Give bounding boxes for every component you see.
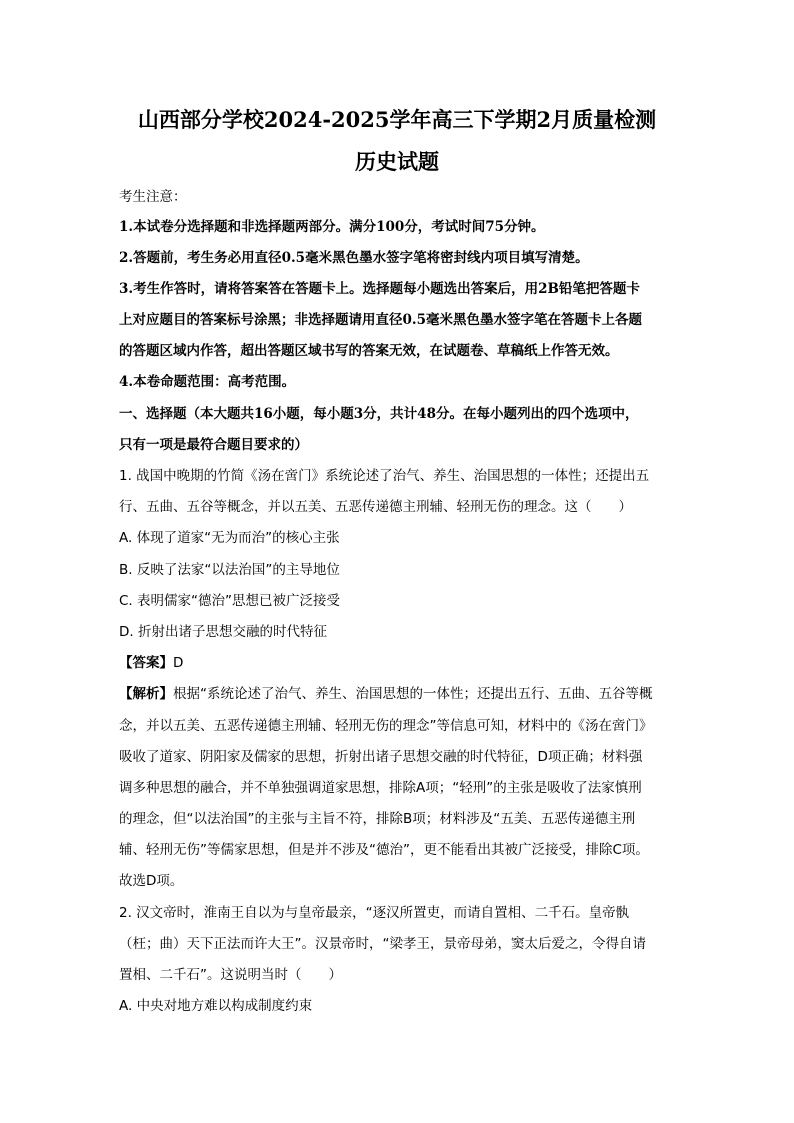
question-2-stem-line-2: （枉；曲）天下正法而许大王”。汉景帝时，“梁孝王，景帝母弟，窦太后爱之，令得自请	[119, 936, 646, 952]
notice-item-3-line-1: 3.考生作答时，请将答案答在答题卡上。选择题每小题选出答案后，用2B铅笔把答题卡	[119, 281, 640, 297]
notice-item-2: 2.答题前，考生务必用直径0.5毫米黑色墨水签字笔将密封线内项目填写清楚。	[119, 250, 589, 266]
section-heading-line-1: 一、选择题（本大题共16小题，每小题3分，共计48分。在每小题列出的四个选项中，	[119, 406, 639, 422]
exam-title: 山西部分学校2024-2025学年高三下学期2月质量检测	[137, 107, 657, 132]
question-2-option-a: A. 中央对地方难以构成制度约束	[119, 998, 313, 1014]
exam-subject: 历史试题	[355, 149, 439, 174]
question-1-analysis-line-3: 吸收了道家、阴阳家及儒家的思想，折射出诸子思想交融的时代特征，D项正确；材料强	[119, 749, 643, 765]
question-2-stem-line-3: 置相、二千石”。这说明当时（ ）	[119, 967, 342, 983]
notice-heading: 考生注意：	[119, 189, 187, 205]
question-1-option-d: D. 折射出诸子思想交融的时代特征	[119, 624, 327, 640]
analysis-tag: 【解析】	[119, 686, 173, 702]
answer-value: D	[173, 655, 184, 671]
question-1-stem-line-1: 1. 战国中晚期的竹简《汤在啻门》系统论述了治气、养生、治国思想的一体性；还提出五	[119, 468, 650, 484]
notice-item-1: 1.本试卷分选择题和非选择题两部分。满分100分，考试时间75分钟。	[119, 219, 545, 235]
question-1-analysis-line-5: 的理念，但“以法治国”的主张与主旨不符，排除B项；材料涉及“五美、五恶传递德主刑	[119, 811, 636, 827]
question-1-option-a: A. 体现了道家“无为而治”的核心主张	[119, 530, 340, 546]
question-1-analysis-line-1	[119, 684, 679, 704]
question-1-answer	[119, 653, 679, 673]
question-1-option-c: C. 表明儒家“德治”思想已被广泛接受	[119, 593, 340, 609]
notice-item-3-line-2: 上对应题目的答案标号涂黑；非选择题请用直径0.5毫米黑色墨水签字笔在答题卡上各题	[119, 312, 642, 328]
question-1-analysis-line-4: 调多种思想的融合，并不单独强调道家思想，排除A项；“轻刑”的主张是吸收了法家慎刑	[119, 780, 642, 796]
analysis-text: 根据“系统论述了治气、养生、治国思想的一体性；还提出五行、五曲、五谷等概	[173, 686, 653, 702]
answer-tag: 【答案】	[119, 655, 173, 671]
question-1-analysis-line-6: 辅、轻刑无伤”等儒家思想，但是并不涉及“德治”，更不能看出其被广泛接受，排除C项。	[119, 842, 649, 858]
notice-item-4: 4.本卷命题范围：高考范围。	[119, 374, 296, 390]
notice-item-3-line-3: 的答题区域内作答，超出答题区域书写的答案无效，在试题卷、草稿纸上作答无效。	[119, 343, 619, 359]
question-1-option-b: B. 反映了法家“以法治国”的主导地位	[119, 562, 340, 578]
question-1-analysis-line-2: 念，并以五美、五恶传递德主刑辅、轻刑无伤的理念”等信息可知，材料中的《汤在啻门》	[119, 718, 653, 734]
question-1-analysis-line-7: 故选D项。	[119, 873, 184, 889]
section-heading-line-2: 只有一项是最符合题目要求的）	[119, 437, 308, 453]
question-1-stem-line-2: 行、五曲、五谷等概念，并以五美、五恶传递德主刑辅、轻刑无伤的理念。这（ ）	[119, 499, 632, 515]
question-2-stem-line-1: 2. 汉文帝时，淮南王自以为与皇帝最亲，“逐汉所置吏，而请自置相、二千石。皇帝骫	[119, 905, 630, 921]
